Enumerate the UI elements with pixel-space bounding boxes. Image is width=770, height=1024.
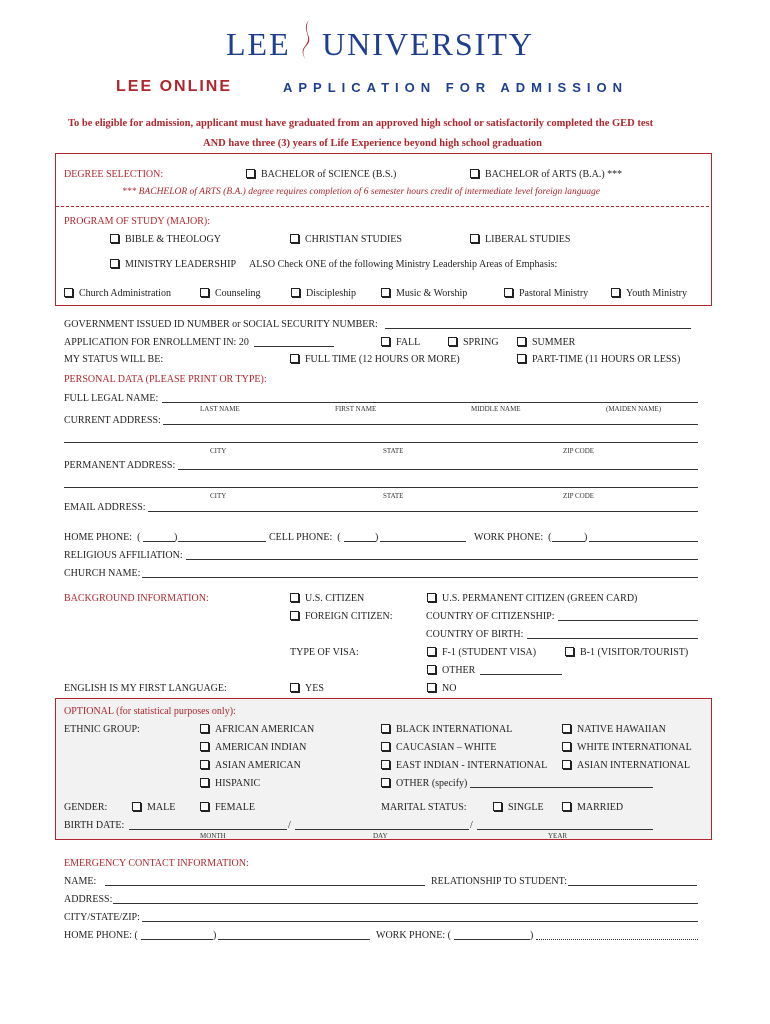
paren-close: ) <box>530 930 534 941</box>
slash: / <box>470 820 473 831</box>
emergency-name-label: NAME: <box>64 876 97 887</box>
last-name-caption: LAST NAME <box>200 405 240 413</box>
religious-label: RELIGIOUS AFFILIATION: <box>64 550 183 561</box>
paren-close: ) <box>375 532 379 543</box>
year-caption: YEAR <box>548 832 568 840</box>
checkbox[interactable] <box>470 169 479 178</box>
checkbox[interactable] <box>200 760 209 769</box>
area-label: Counseling <box>215 288 261 299</box>
emergency-home-phone-area[interactable] <box>141 939 213 940</box>
country-citizenship-label: COUNTRY OF CITIZENSHIP: <box>426 611 555 622</box>
middle-name-caption: MIDDLE NAME <box>471 405 521 413</box>
permanent-address-label: PERMANENT ADDRESS: <box>64 460 176 471</box>
ethnic-east-indian[interactable] <box>381 760 547 771</box>
ethnic-option-label: BLACK INTERNATIONAL <box>396 724 513 735</box>
checkbox[interactable] <box>504 288 513 297</box>
ethnic-native-hawaiian[interactable] <box>562 724 666 735</box>
work-phone-field[interactable] <box>589 541 698 542</box>
area-counseling[interactable] <box>200 288 261 299</box>
ethnic-label: ETHNIC GROUP: <box>64 724 140 735</box>
marital-single-option[interactable] <box>493 802 544 813</box>
checkbox[interactable] <box>246 169 255 178</box>
eligibility-line-1: To be eligible for admission, applicant must have graduated from an approved high school or satisfactorily completed the GED test <box>68 118 654 129</box>
maiden-name-caption: (MAIDEN NAME) <box>606 405 662 413</box>
home-phone-label: HOME PHONE: ( <box>64 532 141 543</box>
checkbox[interactable] <box>427 593 436 602</box>
current-address-label: CURRENT ADDRESS: <box>64 415 161 426</box>
home-phone-area[interactable] <box>143 541 175 542</box>
visa-label: TYPE OF VISA: <box>290 647 359 658</box>
emergency-work-phone-label: WORK PHONE: ( <box>376 930 451 941</box>
male-label: MALE <box>147 802 176 813</box>
emergency-home-phone-label: HOME PHONE: ( <box>64 930 138 941</box>
gender-label: GENDER: <box>64 802 108 813</box>
term-summer[interactable] <box>517 337 575 348</box>
liberal-label: LIBERAL STUDIES <box>485 234 571 245</box>
birth-year-field[interactable] <box>477 829 653 830</box>
status-label: MY STATUS WILL BE: <box>64 354 164 365</box>
checkbox[interactable] <box>381 742 390 751</box>
degree-ba-option[interactable] <box>470 169 622 180</box>
current-address-field[interactable] <box>163 424 698 425</box>
degree-label: DEGREE SELECTION: <box>64 169 164 180</box>
gov-id-field[interactable] <box>385 328 691 329</box>
application-label: APPLICATION FOR ENROLLMENT IN: 20 <box>64 337 249 348</box>
emergency-home-phone-field[interactable] <box>218 939 370 940</box>
work-phone-text: WORK PHONE: <box>474 532 544 543</box>
logo-lee: LEE <box>226 26 291 62</box>
marital-married-option[interactable] <box>562 802 623 813</box>
checkbox[interactable] <box>381 337 390 346</box>
checkbox[interactable] <box>427 665 436 674</box>
checkbox[interactable] <box>290 593 299 602</box>
us-citizen-option[interactable] <box>290 593 364 604</box>
area-church-admin[interactable] <box>64 288 171 299</box>
status-parttime[interactable] <box>517 354 680 365</box>
state-caption: STATE <box>383 447 404 455</box>
relationship-label: RELATIONSHIP TO STUDENT: <box>431 876 567 887</box>
bs-label: BACHELOR of SCIENCE (B.S.) <box>261 169 397 180</box>
ethnic-option-label: HISPANIC <box>215 778 261 789</box>
summer-label: SUMMER <box>532 337 576 348</box>
emergency-city-label: CITY/STATE/ZIP: <box>64 912 140 923</box>
checkbox[interactable] <box>427 647 436 656</box>
checkbox[interactable] <box>381 288 390 297</box>
logo-university: UNIVERSITY <box>322 26 534 62</box>
country-citizenship-field[interactable] <box>558 620 698 621</box>
yes-label: YES <box>305 683 324 694</box>
emergency-address-field[interactable] <box>113 903 698 904</box>
visa-other-field[interactable] <box>480 674 562 675</box>
checkbox[interactable] <box>200 724 209 733</box>
ethnic-option-label: ASIAN AMERICAN <box>215 760 301 771</box>
no-label: NO <box>442 683 457 694</box>
checkbox[interactable] <box>290 683 299 692</box>
program-liberal-option[interactable] <box>470 234 570 245</box>
checkbox[interactable] <box>381 724 390 733</box>
checkbox[interactable] <box>611 288 620 297</box>
ethnic-asian-international[interactable] <box>562 760 690 771</box>
area-label: Music & Worship <box>396 288 468 299</box>
f1-label: F-1 (STUDENT VISA) <box>442 647 537 658</box>
ethnic-option-label: AFRICAN AMERICAN <box>215 724 315 735</box>
checkbox[interactable] <box>110 234 119 243</box>
paren-close: ) <box>213 930 217 941</box>
day-caption: DAY <box>373 832 388 840</box>
checkbox[interactable] <box>562 742 571 751</box>
month-caption: MONTH <box>200 832 226 840</box>
zip-caption: ZIP CODE <box>563 447 595 455</box>
checkbox[interactable] <box>565 647 574 656</box>
checkbox[interactable] <box>470 234 479 243</box>
first-name-caption: FIRST NAME <box>335 405 377 413</box>
permanent-address-field[interactable] <box>178 469 698 470</box>
area-youth[interactable] <box>611 288 687 299</box>
checkbox[interactable] <box>200 802 209 811</box>
other-label: OTHER <box>442 665 476 676</box>
church-field[interactable] <box>142 577 698 578</box>
parttime-label: PART-TIME (11 HOURS OR LESS) <box>532 354 681 365</box>
relationship-field[interactable] <box>568 885 697 886</box>
cell-phone-field[interactable] <box>380 541 466 542</box>
fall-label: FALL <box>396 337 421 348</box>
ethnic-caucasian[interactable] <box>381 742 496 753</box>
cell-phone-label: CELL PHONE: ( <box>269 532 341 543</box>
paren-close: ) <box>584 532 588 543</box>
visa-f1-option[interactable] <box>427 647 536 658</box>
city-caption: CITY <box>210 492 227 500</box>
permanent-label: U.S. PERMANENT CITIZEN (GREEN CARD) <box>442 593 638 604</box>
area-pastoral[interactable] <box>504 288 588 299</box>
checkbox[interactable] <box>200 288 209 297</box>
slash: / <box>288 820 291 831</box>
bible-label: BIBLE & THEOLOGY <box>125 234 221 245</box>
ethnic-option-label: EAST INDIAN - INTERNATIONAL <box>396 760 548 771</box>
program-christian-option[interactable] <box>290 234 402 245</box>
flame-icon <box>296 18 318 67</box>
checkbox[interactable] <box>562 802 571 811</box>
ethnic-black-international[interactable] <box>381 724 512 735</box>
country-birth-label: COUNTRY OF BIRTH: <box>426 629 524 640</box>
birth-day-field[interactable] <box>295 829 469 830</box>
emergency-city-field[interactable] <box>142 921 698 922</box>
area-music-worship[interactable] <box>381 288 467 299</box>
checkbox[interactable] <box>290 234 299 243</box>
checkbox[interactable] <box>132 802 141 811</box>
zip-caption: ZIP CODE <box>563 492 595 500</box>
marital-label: MARITAL STATUS: <box>381 802 467 813</box>
area-label: Pastoral Ministry <box>519 288 589 299</box>
title-application: APPLICATION FOR ADMISSION <box>283 80 628 95</box>
emergency-name-field[interactable] <box>105 885 425 886</box>
birth-month-field[interactable] <box>129 829 287 830</box>
paren-close: ) <box>174 532 178 543</box>
english-yes-option[interactable] <box>290 683 324 694</box>
birth-label: BIRTH DATE: <box>64 820 125 831</box>
checkbox[interactable] <box>200 778 209 787</box>
optional-label: OPTIONAL (for statistical purposes only): <box>64 706 236 717</box>
current-address-line2[interactable] <box>64 442 698 443</box>
ethnic-option-label: AMERICAN INDIAN <box>215 742 307 753</box>
divider <box>56 206 709 207</box>
checkbox[interactable] <box>517 337 526 346</box>
area-label: Discipleship <box>306 288 356 299</box>
area-label: Church Administration <box>79 288 171 299</box>
ethnic-option-label: OTHER (specify) <box>396 778 468 789</box>
ministry-note: ALSO Check ONE of the following Ministry Leadership Areas of Emphasis: <box>249 259 558 270</box>
ethnic-asian-american[interactable] <box>200 760 301 771</box>
program-ministry-option[interactable] <box>110 259 236 270</box>
emergency-address-label: ADDRESS: <box>64 894 113 905</box>
degree-bs-option[interactable] <box>246 169 396 180</box>
b1-label: B-1 (VISITOR/TOURIST) <box>580 647 689 658</box>
city-caption: CITY <box>210 447 227 455</box>
legal-name-field[interactable] <box>162 402 698 403</box>
ethnic-option-label: NATIVE HAWAIIAN <box>577 724 666 735</box>
checkbox[interactable] <box>517 354 526 363</box>
cell-phone-text: CELL PHONE: <box>269 532 333 543</box>
emergency-work-phone-area[interactable] <box>454 939 530 940</box>
degree-note: *** BACHELOR of ARTS (B.A.) degree requires completion of 6 semester hours credit of intermediate level foreign language <box>122 187 600 197</box>
program-label: PROGRAM OF STUDY (MAJOR): <box>64 216 211 227</box>
religious-field[interactable] <box>186 559 698 560</box>
checkbox[interactable] <box>562 760 571 769</box>
email-label: EMAIL ADDRESS: <box>64 502 146 513</box>
permanent-option[interactable] <box>427 593 637 604</box>
ba-label: BACHELOR of ARTS (B.A.) *** <box>485 169 623 180</box>
married-label: MARRIED <box>577 802 624 813</box>
emergency-work-phone-field[interactable] <box>536 939 698 940</box>
visa-other-option[interactable] <box>427 665 475 676</box>
visa-b1-option[interactable] <box>565 647 688 658</box>
checkbox[interactable] <box>64 288 73 297</box>
state-caption: STATE <box>383 492 404 500</box>
female-label: FEMALE <box>215 802 255 813</box>
us-citizen-label: U.S. CITIZEN <box>305 593 365 604</box>
area-label: Youth Ministry <box>626 288 687 299</box>
work-phone-area[interactable] <box>552 541 585 542</box>
term-fall[interactable] <box>381 337 420 348</box>
home-phone-field[interactable] <box>178 541 266 542</box>
ethnic-other-field[interactable] <box>470 787 653 788</box>
foreign-option[interactable] <box>290 611 393 622</box>
english-label: ENGLISH IS MY FIRST LANGUAGE: <box>64 683 227 694</box>
checkbox[interactable] <box>448 337 457 346</box>
background-label: BACKGROUND INFORMATION: <box>64 593 209 604</box>
spring-label: SPRING <box>463 337 499 348</box>
church-label: CHURCH NAME: <box>64 568 141 579</box>
gender-female-option[interactable] <box>200 802 255 813</box>
checkbox[interactable] <box>110 259 119 268</box>
ethnic-hispanic[interactable] <box>200 778 260 789</box>
checkbox[interactable] <box>427 683 436 692</box>
term-spring[interactable] <box>448 337 499 348</box>
checkbox[interactable] <box>381 760 390 769</box>
checkbox[interactable] <box>381 778 390 787</box>
ethnic-option-label: ASIAN INTERNATIONAL <box>577 760 691 771</box>
program-bible-option[interactable] <box>110 234 221 245</box>
cell-phone-area[interactable] <box>344 541 376 542</box>
emergency-label: EMERGENCY CONTACT INFORMATION: <box>64 858 249 869</box>
christian-label: CHRISTIAN STUDIES <box>305 234 402 245</box>
checkbox[interactable] <box>290 354 299 363</box>
ethnic-option-label: WHITE INTERNATIONAL <box>577 742 692 753</box>
ethnic-african-american[interactable] <box>200 724 314 735</box>
fulltime-label: FULL TIME (12 HOURS OR MORE) <box>305 354 460 365</box>
ethnic-other[interactable] <box>381 778 467 789</box>
status-fulltime[interactable] <box>290 354 460 365</box>
gov-id-label: GOVERNMENT ISSUED ID NUMBER or SOCIAL SECURITY NUMBER: <box>64 319 378 330</box>
email-field[interactable] <box>148 511 698 512</box>
ministry-label: MINISTRY LEADERSHIP <box>125 259 237 270</box>
home-phone-text: HOME PHONE: <box>64 532 133 543</box>
single-label: SINGLE <box>508 802 544 813</box>
work-phone-label: WORK PHONE: ( <box>474 532 552 543</box>
title-lee-online: LEE ONLINE <box>116 78 233 95</box>
eligibility-line-2: AND have three (3) years of Life Experience beyond high school graduation <box>203 138 542 149</box>
checkbox[interactable] <box>290 611 299 620</box>
checkbox[interactable] <box>493 802 502 811</box>
checkbox[interactable] <box>291 288 300 297</box>
ethnic-american-indian[interactable] <box>200 742 306 753</box>
permanent-address-line2[interactable] <box>64 487 698 488</box>
ethnic-white-international[interactable] <box>562 742 692 753</box>
checkbox[interactable] <box>200 742 209 751</box>
english-no-option[interactable] <box>427 683 456 694</box>
ethnic-option-label: CAUCASIAN – WHITE <box>396 742 497 753</box>
country-birth-field[interactable] <box>527 638 698 639</box>
checkbox[interactable] <box>562 724 571 733</box>
gender-male-option[interactable] <box>132 802 175 813</box>
foreign-label: FOREIGN CITIZEN: <box>305 611 393 622</box>
personal-label: PERSONAL DATA (PLEASE PRINT OR TYPE): <box>64 374 267 385</box>
application-year-field[interactable] <box>254 346 334 347</box>
area-discipleship[interactable] <box>291 288 356 299</box>
legal-name-label: FULL LEGAL NAME: <box>64 393 159 404</box>
